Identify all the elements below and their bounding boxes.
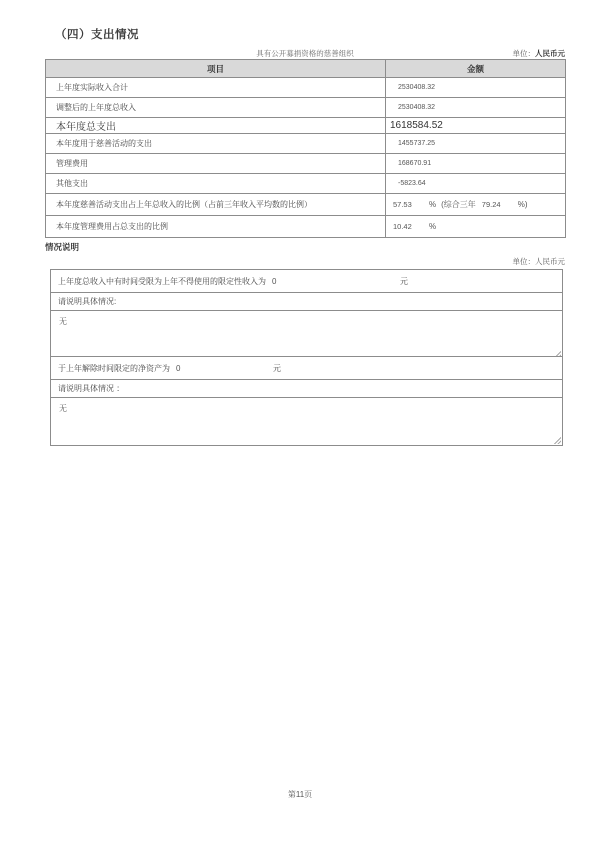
ratio-value[interactable]: 10.42 [393, 222, 412, 231]
restricted-income-box [50, 269, 563, 360]
percent-sign: % [429, 222, 437, 231]
org-type-note: 具有公开募捐资格的慈善组织 [256, 49, 354, 58]
row-value: -5823.64 [386, 174, 566, 194]
row-value [386, 216, 566, 238]
row-label: 管理费用 [46, 154, 386, 174]
row-value: 1618584.52 [386, 118, 566, 134]
table-row [46, 154, 566, 174]
ratio-extra-label: (综合三年 [441, 200, 476, 209]
percent-sign: % [429, 200, 437, 209]
unit-label: 单位： [512, 49, 535, 58]
restricted-income-label: 上年度总收入中有时间受限为上年不得使用的限定性收入为 [58, 277, 266, 286]
table-row [46, 134, 566, 154]
page-title: （四）支出情况 [55, 29, 139, 41]
ratio-value[interactable]: 57.53 [393, 200, 412, 209]
resize-grip-icon[interactable] [553, 436, 561, 444]
released-assets-label: 于上年解除时间限定的净资产为 [58, 364, 170, 373]
ratio-extra-value[interactable]: 79.24 [481, 200, 501, 209]
restricted-income-row [51, 270, 562, 293]
detail-textarea-2[interactable] [51, 398, 562, 445]
unit-value: 人民币元 [535, 49, 565, 58]
row-label: 其他支出 [46, 174, 386, 194]
row-label: 调整后的上年度总收入 [46, 98, 386, 118]
released-assets-box [50, 356, 563, 446]
table-row [46, 78, 566, 98]
row-label: 本年度用于慈善活动的支出 [46, 134, 386, 154]
row-value: 1455737.25 [386, 134, 566, 154]
row-label: 上年度实际收入合计 [46, 78, 386, 98]
page-number: 第11页 [287, 790, 313, 799]
table-row [46, 194, 566, 216]
currency-unit-note-2: 单位：人民币元 [512, 257, 565, 266]
restricted-income-value[interactable]: 0 [272, 277, 277, 286]
released-assets-value[interactable]: 0 [176, 364, 181, 373]
row-value: 168670.91 [386, 154, 566, 174]
row-label: 本年度管理费用占总支出的比例 [46, 216, 386, 238]
detail-prompt-2: 请说明具体情况 ： [51, 380, 562, 398]
yuan-unit-label: 元 [273, 364, 281, 373]
row-label: 本年度总支出 [46, 118, 386, 134]
table-header-row [46, 60, 566, 78]
detail-text-2: 无 [59, 404, 67, 413]
table-row [46, 216, 566, 238]
row-value [386, 194, 566, 216]
yuan-unit-label: 元 [400, 277, 408, 286]
currency-unit-note [513, 48, 566, 59]
released-assets-row [51, 357, 562, 380]
percent-close-sign: %) [517, 200, 528, 209]
table-row [46, 98, 566, 118]
row-value: 2530408.32 [386, 98, 566, 118]
detail-textarea-1[interactable] [51, 311, 562, 359]
header-amount: 金额 [386, 60, 566, 78]
table-row [46, 118, 566, 134]
detail-text-1: 无 [59, 317, 67, 326]
detail-prompt-1: 请说明具体情况: [51, 293, 562, 311]
expenditure-table [45, 59, 566, 238]
notes-section-title: 情况说明 [45, 242, 80, 252]
row-value: 2530408.32 [386, 78, 566, 98]
row-label: 本年度慈善活动支出占上年总收入的比例（占前三年收入平均数的比例） [46, 194, 386, 216]
table-row [46, 174, 566, 194]
table-meta-line [45, 48, 565, 59]
header-item: 项目 [46, 60, 386, 78]
